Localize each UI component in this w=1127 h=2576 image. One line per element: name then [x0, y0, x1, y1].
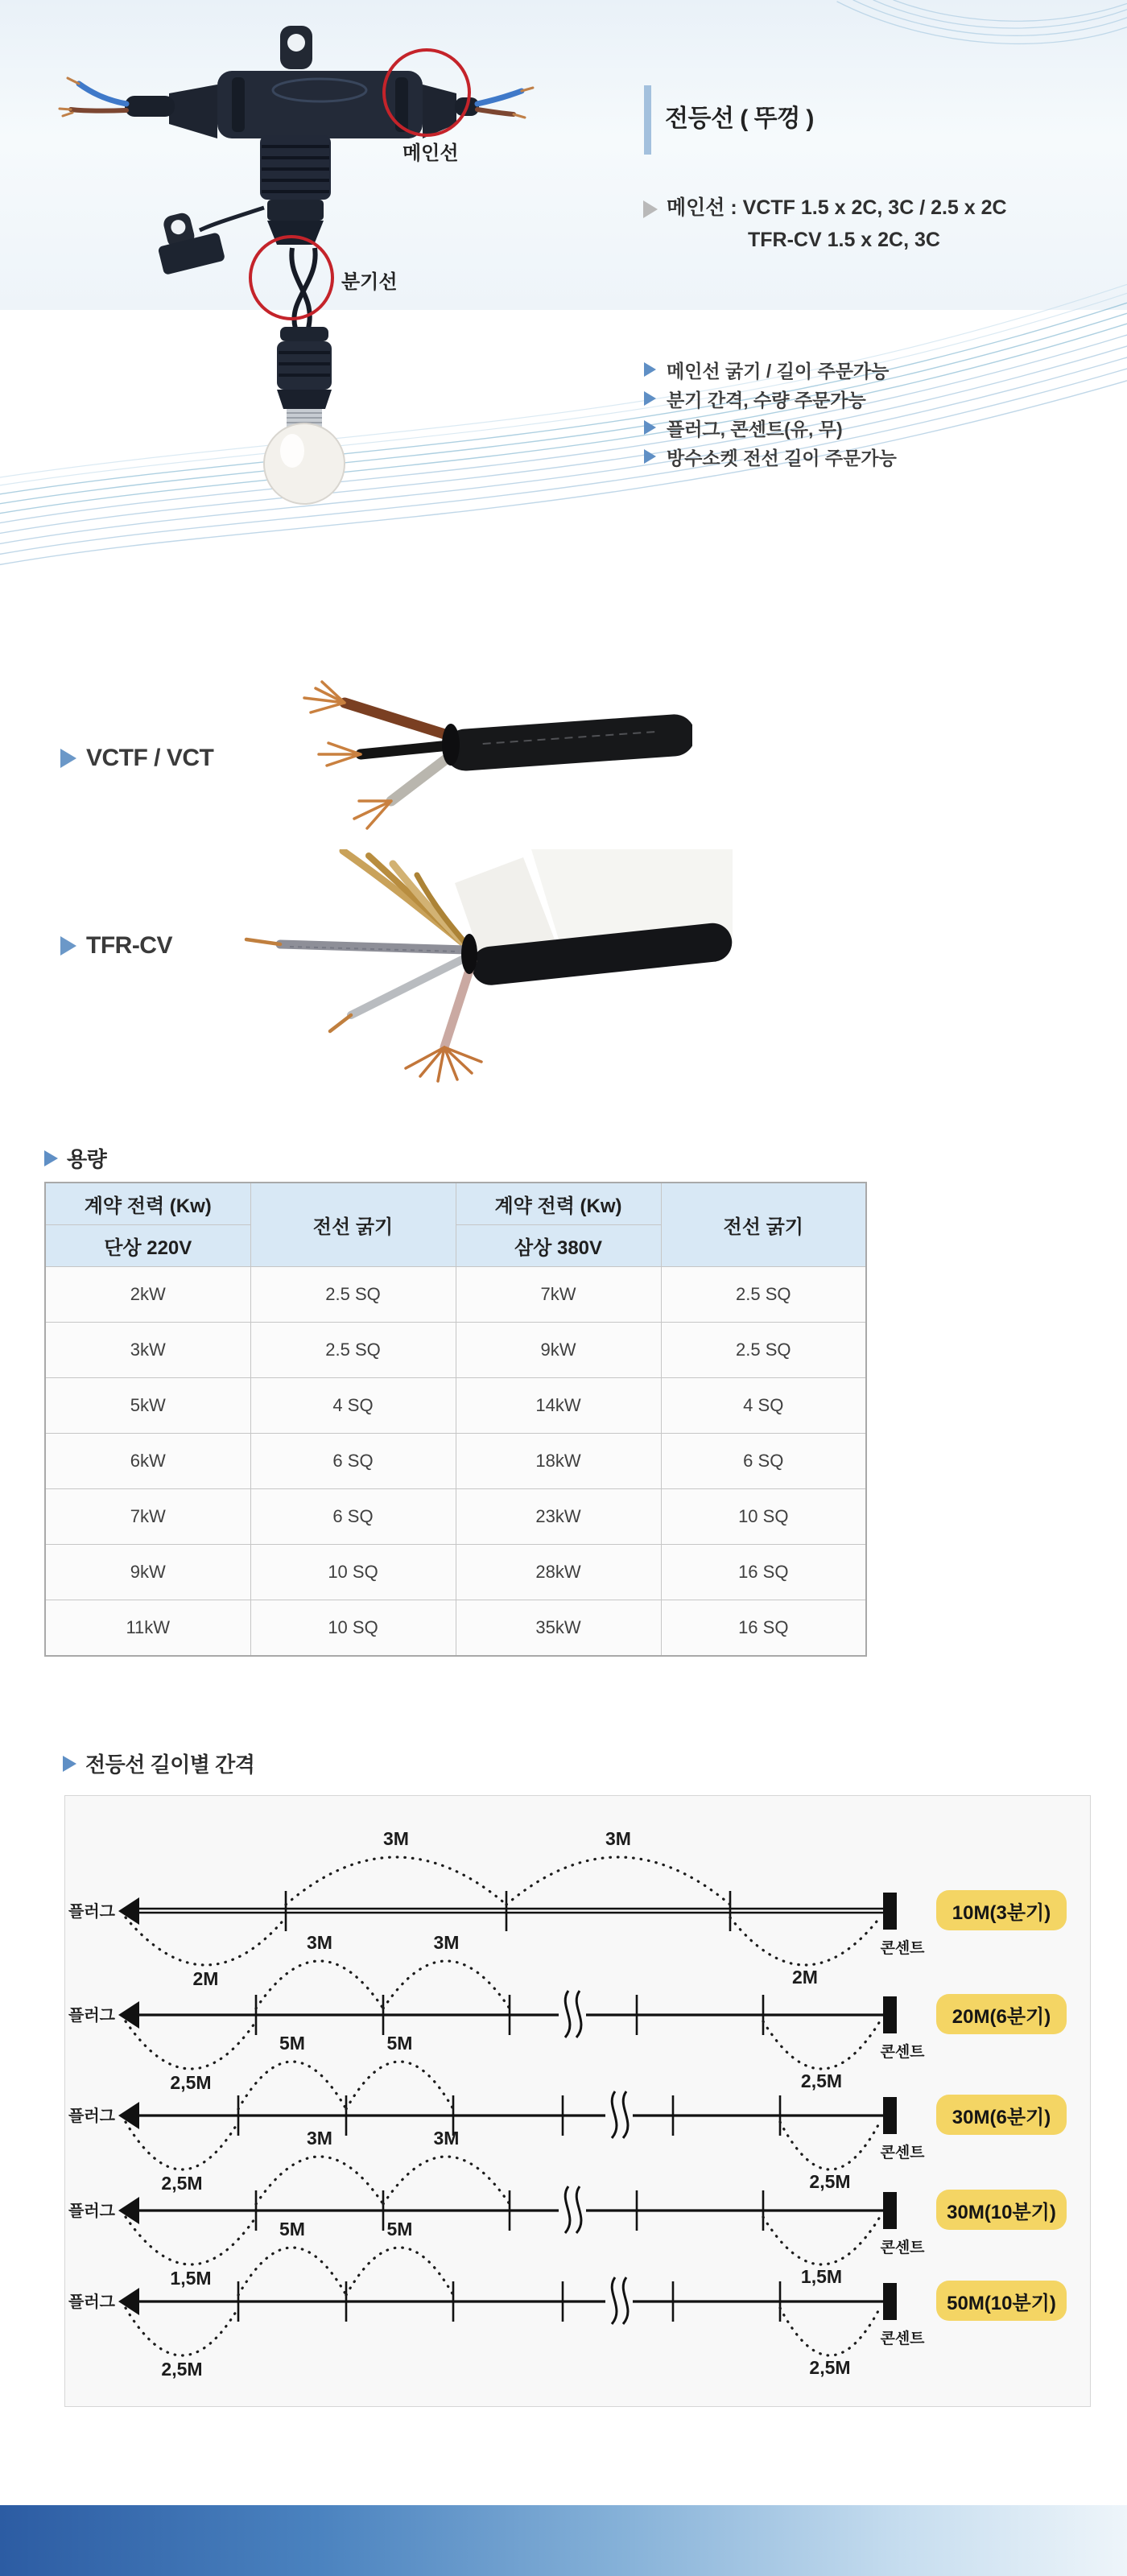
main-line-label: 메인선: [402, 142, 459, 164]
feature-list: [644, 355, 897, 471]
plug-label: 플러그: [68, 2202, 115, 2220]
outlet-label: 콘센트: [880, 2145, 925, 2161]
spec-value-1: VCTF 1.5 x 2C, 3C / 2.5 x 2C: [742, 196, 1007, 219]
break-gap: [605, 2090, 633, 2141]
dotted-arc: [126, 1918, 286, 1965]
feature-item: [644, 355, 897, 384]
left-span-label: 2,5M: [170, 2072, 212, 2093]
left-span-label: 2,5M: [161, 2359, 203, 2380]
left-span-label: 2,5M: [161, 2173, 203, 2194]
outlet-label: 콘센트: [880, 2044, 925, 2061]
capacity-cell: 7kW: [456, 1267, 661, 1323]
capacity-cell: 4 SQ: [661, 1378, 866, 1434]
capacity-cell: 3kW: [45, 1323, 250, 1378]
left-span-label: 2M: [192, 1968, 219, 1989]
dotted-arc: [256, 1961, 383, 2008]
dotted-arc: [383, 2157, 510, 2204]
tfrcv-cable-photo: [185, 849, 733, 1083]
dotted-arc: [730, 1918, 880, 1965]
plug-arrow-icon: [118, 2102, 139, 2129]
length-badge: 30M(10분기): [936, 2190, 1067, 2230]
top-span-label: 3M: [433, 2128, 460, 2149]
cable-label: TFR-CV: [86, 932, 172, 959]
capacity-cell: 6kW: [45, 1434, 250, 1489]
triangle-bullet-icon: [44, 1150, 58, 1166]
dotted-arc: [383, 1961, 510, 2008]
feature-item: [644, 384, 897, 413]
capacity-cell: 10 SQ: [250, 1545, 456, 1600]
top-span-label: 3M: [383, 1828, 409, 1849]
capacity-cell: 28kW: [456, 1545, 661, 1600]
cable-type-vctf: [60, 745, 213, 772]
capacity-cell: 9kW: [456, 1323, 661, 1378]
header-sub-left: 단상 220V: [45, 1225, 250, 1267]
capacity-cell: 5kW: [45, 1378, 250, 1434]
capacity-cell: 23kW: [456, 1489, 661, 1545]
dotted-arc: [238, 2248, 346, 2295]
spec-prefix: 메인선 :: [667, 196, 743, 219]
capacity-table-header: [45, 1183, 866, 1267]
dotted-arc: [126, 2217, 256, 2264]
right-span-label: 2,5M: [800, 2070, 843, 2091]
cable-type-tfrcv: [60, 932, 172, 960]
capacity-cell: 16 SQ: [661, 1600, 866, 1657]
capacity-cell: 6 SQ: [661, 1434, 866, 1489]
outlet-label: 콘센트: [880, 2240, 925, 2256]
dotted-arc: [126, 2122, 238, 2169]
outlet-label: 콘센트: [880, 1940, 925, 1957]
diagram-row: [68, 2128, 925, 2289]
dotted-arc: [346, 2062, 453, 2109]
section-title-text: 전등선 길이별 간격: [85, 1752, 255, 1777]
capacity-cell: 4 SQ: [250, 1378, 456, 1434]
page-title: 전등선 ( 뚜껑 ): [665, 105, 814, 132]
left-span-label: 1,5M: [170, 2268, 212, 2289]
plug-label: 플러그: [68, 2107, 115, 2125]
title-accent-bar: [644, 85, 651, 155]
dotted-arc: [346, 2248, 453, 2295]
capacity-row: [45, 1600, 866, 1657]
capacity-row: [45, 1545, 866, 1600]
footer-gradient-bar: [0, 2505, 1127, 2576]
right-span-label: 2M: [792, 1967, 818, 1988]
dotted-arc: [506, 1857, 730, 1905]
dotted-arc: [286, 1857, 506, 1905]
cable-label: VCTF / VCT: [86, 745, 214, 771]
length-badge: 30M(6분기): [936, 2095, 1067, 2135]
capacity-cell: 9kW: [45, 1545, 250, 1600]
triangle-bullet-icon: [60, 936, 76, 956]
capacity-row: [45, 1434, 866, 1489]
capacity-cell: 35kW: [456, 1600, 661, 1657]
header-thickness-right: 전선 굵기: [661, 1183, 866, 1267]
header-sub-right: 삼상 380V: [456, 1225, 661, 1267]
spec-block: [667, 192, 1007, 256]
outlet-square: [883, 1996, 897, 2033]
break-gap: [559, 1989, 586, 2041]
diagram-row: [68, 1828, 925, 1989]
spacing-diagram: [65, 1796, 1090, 2406]
outlet-square: [883, 1893, 897, 1930]
triangle-bullet-icon: [644, 391, 656, 406]
plug-arrow-icon: [118, 1897, 139, 1925]
outlet-label: 콘센트: [880, 2330, 925, 2347]
feature-text: 분기 간격, 수량 주문가능: [667, 389, 866, 411]
right-span-label: 1,5M: [800, 2266, 843, 2287]
outlet-square: [883, 2192, 897, 2229]
break-gap: [559, 2185, 586, 2236]
capacity-cell: 11kW: [45, 1600, 250, 1657]
break-gap: [605, 2276, 633, 2327]
header-thickness-left: 전선 굵기: [250, 1183, 456, 1267]
capacity-table-body: [45, 1267, 866, 1657]
outlet-square: [883, 2097, 897, 2134]
dotted-arc: [763, 2021, 880, 2069]
outlet-square: [883, 2283, 897, 2320]
triangle-bullet-icon: [644, 420, 656, 435]
plug-arrow-icon: [118, 2288, 139, 2315]
feature-text: 플러그, 콘센트(유, 무): [667, 418, 843, 440]
triangle-bullet-icon: [644, 362, 656, 377]
dotted-arc: [763, 2217, 880, 2264]
dotted-arc: [780, 2122, 880, 2169]
capacity-cell: 10 SQ: [250, 1600, 456, 1657]
top-span-label: 3M: [307, 1932, 332, 1953]
top-span-label: 5M: [279, 2219, 305, 2240]
capacity-cell: 14kW: [456, 1378, 661, 1434]
spacing-section-title: [63, 1748, 254, 1778]
plug-arrow-icon: [118, 2197, 139, 2224]
capacity-table: [44, 1182, 867, 1657]
vctf-cable-photo: [242, 680, 692, 849]
feature-item: [644, 413, 897, 442]
dotted-arc: [126, 2308, 238, 2355]
spec-bullet-icon: [643, 200, 658, 218]
dotted-arc: [780, 2308, 880, 2355]
capacity-cell: 2kW: [45, 1267, 250, 1323]
triangle-bullet-icon: [644, 449, 656, 464]
feature-text: 메인선 굵기 / 길이 주문가능: [667, 360, 890, 382]
right-span-label: 2,5M: [809, 2357, 851, 2378]
capacity-cell: 10 SQ: [661, 1489, 866, 1545]
top-span-label: 5M: [279, 2033, 305, 2054]
length-badge: 10M(3분기): [936, 1890, 1067, 1930]
capacity-cell: 6 SQ: [250, 1434, 456, 1489]
diagram-row: [68, 2033, 925, 2194]
capacity-cell: 18kW: [456, 1434, 661, 1489]
dotted-arc: [238, 2062, 346, 2109]
spec-line-2: TFR-CV 1.5 x 2C, 3C: [748, 229, 940, 251]
capacity-cell: 2.5 SQ: [661, 1267, 866, 1323]
top-span-label: 5M: [386, 2219, 413, 2240]
diagram-row: [68, 1932, 925, 2093]
dotted-arc: [256, 2157, 383, 2204]
capacity-cell: 6 SQ: [250, 1489, 456, 1545]
product-photo: [48, 16, 580, 531]
capacity-cell: 16 SQ: [661, 1545, 866, 1600]
plug-label: 플러그: [68, 2293, 115, 2311]
top-span-label: 3M: [433, 1932, 460, 1953]
header-contract-right: 계약 전력 (Kw): [456, 1183, 661, 1225]
top-span-label: 5M: [386, 2033, 413, 2054]
capacity-cell: 2.5 SQ: [250, 1323, 456, 1378]
capacity-cell: 7kW: [45, 1489, 250, 1545]
plug-label: 플러그: [68, 2007, 115, 2025]
feature-item: [644, 442, 897, 471]
capacity-row: [45, 1323, 866, 1378]
triangle-bullet-icon: [63, 1756, 76, 1772]
right-span-label: 2,5M: [809, 2171, 851, 2192]
dotted-arc: [126, 2021, 256, 2069]
section-title-text: 용량: [67, 1147, 107, 1171]
plug-label: 플러그: [68, 1903, 115, 1921]
spec-line-1: [667, 192, 1007, 224]
diagram-row: [68, 2219, 925, 2380]
top-span-label: 3M: [307, 2128, 332, 2149]
top-span-label: 3M: [605, 1828, 631, 1849]
capacity-cell: 2.5 SQ: [250, 1267, 456, 1323]
plug-arrow-icon: [118, 2001, 139, 2029]
length-badge: 50M(10분기): [936, 2281, 1067, 2321]
length-badge: 20M(6분기): [936, 1994, 1067, 2034]
triangle-bullet-icon: [60, 749, 76, 768]
capacity-row: [45, 1267, 866, 1323]
feature-text: 방수소켓 전선 길이 주문가능: [667, 447, 897, 469]
capacity-section-title: [44, 1143, 106, 1173]
capacity-row: [45, 1378, 866, 1434]
capacity-row: [45, 1489, 866, 1545]
header-contract-left: 계약 전력 (Kw): [45, 1183, 250, 1225]
branch-line-label: 분기선: [341, 271, 398, 293]
capacity-cell: 2.5 SQ: [661, 1323, 866, 1378]
